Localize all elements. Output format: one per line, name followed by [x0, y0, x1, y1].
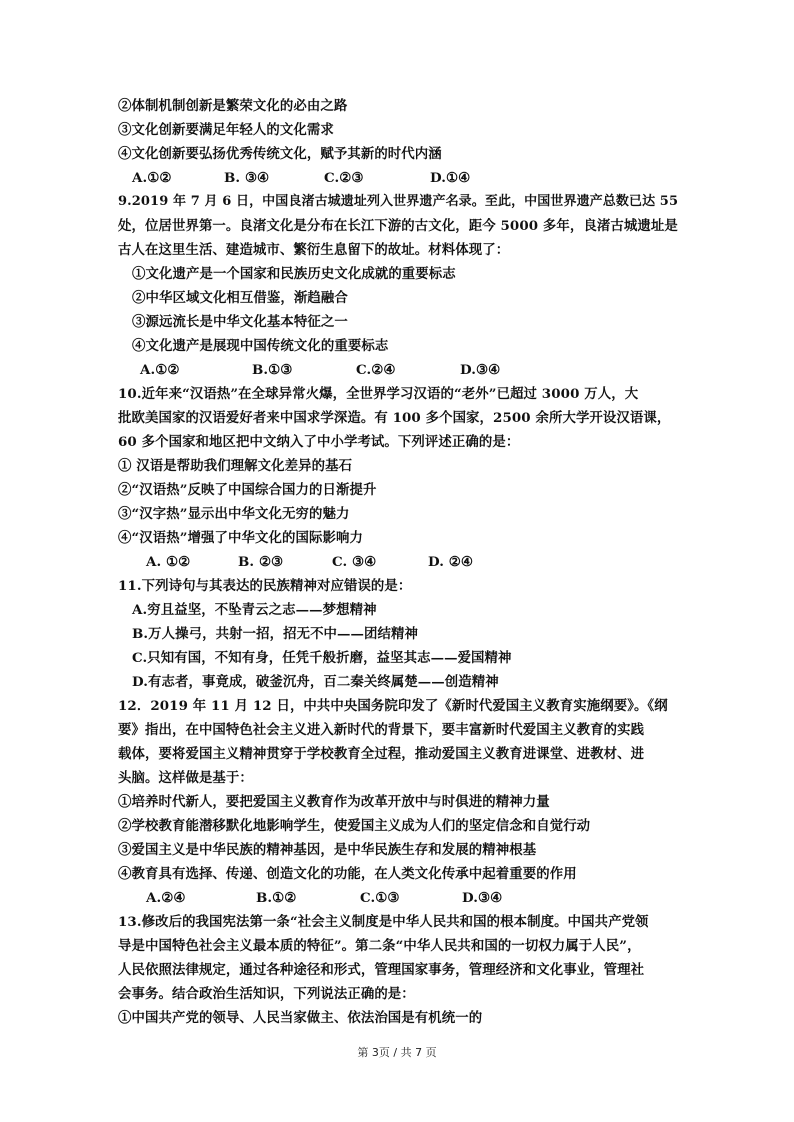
exam-page	[118, 94, 678, 1030]
q9-item: ④文化遗产是展现中国传统文化的重要标志	[132, 338, 389, 354]
q8-item: ②体制机制创新是繁荣文化的必由之路	[118, 98, 348, 114]
q10-option-b: B. ②③	[238, 554, 284, 570]
q11-item: D.有志者，事竟成，破釜沉舟，百二秦关终属楚——创造精神	[132, 674, 499, 690]
q9-option-a: A.①②	[140, 362, 180, 378]
question-13	[118, 910, 678, 1030]
q10-option-c: C. ③④	[332, 554, 377, 570]
q9-item: ①文化遗产是一个国家和民族历史文化成就的重要标志	[132, 266, 456, 282]
q8-option-d: D.①④	[430, 170, 471, 186]
q9-stem-line: 古人在这里生活、建造城市、繁衍生息留下的故址。材料体现了：	[118, 242, 510, 258]
q12-option-c: C.①③	[360, 890, 400, 906]
q10-item: ④“汉语热”增强了中华文化的国际影响力	[118, 530, 363, 546]
q10-options	[118, 550, 678, 574]
page-footer: 第 3页 / 共 7 页	[357, 1046, 437, 1059]
q12-item: ②学校教育能潜移默化地影响学生，使爱国主义成为人们的坚定信念和自觉行动	[118, 818, 591, 834]
question-11	[118, 574, 678, 694]
q9-option-c: C.②④	[356, 362, 396, 378]
question-10	[118, 382, 678, 574]
q11-stem-line: 11.下列诗句与其表达的民族精神对应错误的是：	[118, 578, 412, 594]
q13-stem-line: 人民依照法律规定，通过各种途径和形式，管理国家事务，管理经济和文化事业，管理社	[118, 962, 645, 978]
q8-tail	[118, 94, 678, 190]
q8-item: ③文化创新要满足年轻人的文化需求	[118, 122, 334, 138]
q13-stem-line: 13.修改后的我国宪法第一条“社会主义制度是中华人民共和国的根本制度。中国共产党领	[118, 914, 649, 930]
q10-stem-line: 60 多个国家和地区把中文纳入了中小学考试。下列评述正确的是：	[118, 434, 520, 450]
q11-item: B.万人操弓，共射一招，招无不中——团结精神	[132, 626, 418, 642]
q10-item: ②“汉语热”反映了中国综合国力的日渐提升	[118, 482, 377, 498]
q12-option-a: A.②④	[146, 890, 186, 906]
q10-stem-line: 10.近年来“汉语热”在全球异常火爆，全世界学习汉语的“老外”已超过 3000 万人，大	[118, 386, 639, 402]
question-9	[118, 190, 678, 382]
q10-stem-line: 批欧美国家的汉语爱好者来中国求学深造。有 100 多个国家，2500 余所大学开设汉语课，	[118, 410, 671, 426]
question-12	[118, 694, 678, 910]
q9-stem-line: 9.2019 年 7 月 6 日，中国良渚古城遗址列入世界遗产名录。至此，中国世界遗产总数已达 55	[118, 194, 679, 209]
q9-option-b: B.①③	[252, 362, 293, 378]
q8-option-a: A.①②	[132, 170, 172, 186]
q12-item: ①培养时代新人，要把爱国主义教育作为改革开放中与时俱进的精神力量	[118, 794, 550, 810]
q13-stem-line: 导是中国特色社会主义最本质的特征”。第二条“中华人民共和国的一切权力属于人民”，	[118, 938, 641, 954]
q9-item: ③源远流长是中华文化基本特征之一	[132, 314, 348, 330]
q8-option-c: C.②③	[324, 170, 364, 186]
q12-options	[118, 886, 678, 910]
q10-item: ③“汉字热”显示出中华文化无穷的魅力	[118, 506, 350, 522]
q12-option-b: B.①②	[256, 890, 297, 906]
q9-options	[118, 358, 678, 382]
q11-item: A.穷且益坚，不坠青云之志——梦想精神	[132, 602, 377, 618]
q8-option-b: B. ③④	[224, 170, 270, 186]
q13-stem-line: 会事务。结合政治生活知识，下列说法正确的是：	[118, 986, 415, 1002]
q12-stem-line: 12．2019 年 11 月 12 日，中共中央国务院印发了《新时代爱国主义教育实施纲要》。《纲	[118, 698, 668, 714]
q12-stem-line: 载体，要将爱国主义精神贯穿于学校教育全过程，推动爱国主义教育进课堂、进教材、进	[118, 746, 645, 762]
q11-item: C.只知有国，不知有身，任凭千般折磨，益坚其志——爱国精神	[132, 650, 512, 666]
q13-item: ①中国共产党的领导、人民当家做主、依法治国是有机统一的	[118, 1010, 483, 1026]
q12-option-d: D.③④	[462, 890, 503, 906]
q12-item: ③爱国主义是中华民族的精神基因，是中华民族生存和发展的精神根基	[118, 842, 537, 858]
q9-option-d: D.③④	[460, 362, 501, 378]
q10-option-d: D. ②④	[428, 554, 473, 570]
q10-option-a: A. ①②	[146, 554, 191, 570]
q12-item: ④教育具有选择、传递、创造文化的功能，在人类文化传承中起着重要的作用	[118, 866, 577, 882]
q12-stem-line: 头脑。这样做是基于：	[118, 770, 253, 786]
q9-item: ②中华区域文化相互借鉴，渐趋融合	[132, 290, 348, 306]
q10-item: ① 汉语是帮助我们理解文化差异的基石	[118, 458, 353, 474]
q8-item: ④文化创新要弘扬优秀传统文化，赋予其新的时代内涵	[118, 146, 442, 162]
q8-options	[118, 166, 678, 190]
q9-stem-line: 处，位居世界第一。良渚文化是分布在长江下游的古文化，距今 5000 多年，良渚古城遗址是	[118, 218, 678, 234]
q12-stem-line: 要》指出，在中国特色社会主义进入新时代的背景下，要丰富新时代爱国主义教育的实践	[118, 722, 645, 738]
